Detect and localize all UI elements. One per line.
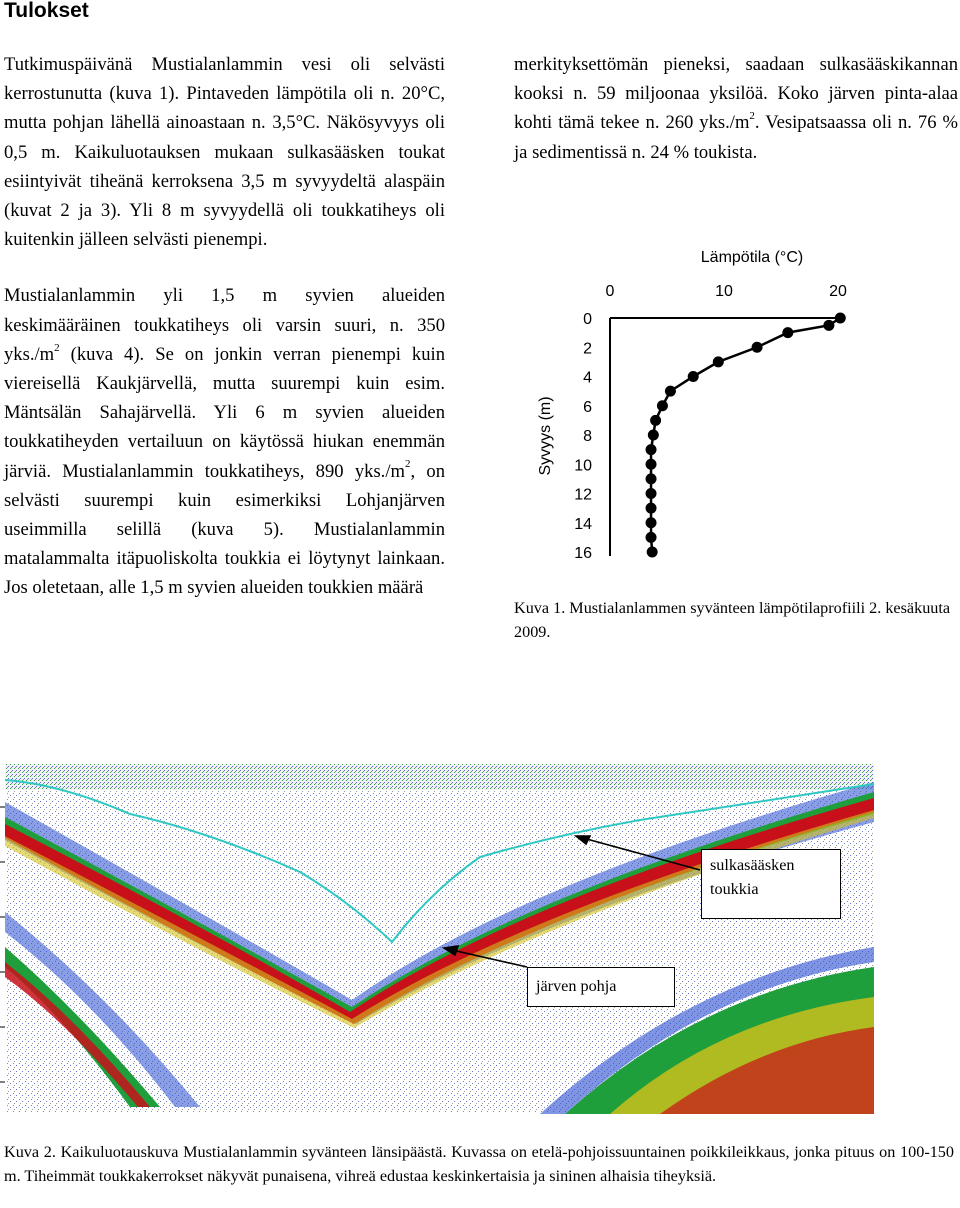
data-point xyxy=(646,488,657,499)
superscript-2: 2 xyxy=(749,110,755,123)
left-column xyxy=(4,50,445,603)
echogram-ticks xyxy=(0,807,5,1082)
y-tick-label: 14 xyxy=(574,515,592,533)
left-paragraph-1: Tutkimuspäivänä Mustialanlammin vesi oli selvästi kerrostunutta (kuva 1). Pintaveden lämpötila oli n. 20°C, mutta pohjan lähellä ainoastaan n. 3,5°C. Näkösyvyys oli 0,5 m. Kaikuluotauksen mukaan sulkasääsken toukat esiintyivät tiheänä kerroksena 3,5 m syvyydeltä alaspäin (kuvat 2 ja 3). Yli 8 m syvyydellä oli toukkatiheys oli kuitenkin jälleen selvästi pienempi. xyxy=(4,54,445,251)
callout-lake-bottom: järven pohja xyxy=(527,967,675,1007)
chart-series xyxy=(646,313,846,558)
data-point xyxy=(657,400,668,411)
callout-larvae: sulkasääsken toukkia xyxy=(701,849,841,919)
data-point xyxy=(665,386,676,397)
right-paragraph-part-b: . Vesipatsaassa oli n. 76 % ja sedimentissä n. 24 % toukista. xyxy=(514,112,958,163)
y-tick-label: 0 xyxy=(583,311,592,328)
data-point xyxy=(688,371,699,382)
data-point xyxy=(823,320,834,331)
data-point xyxy=(646,473,657,484)
left-paragraph-2-part-a: Mustialanlammin yli 1,5 m syvien alueiden keskimääräinen toukkatiheys oli varsin suuri, n. 350 yks./m xyxy=(4,285,445,365)
y-axis-label: Syvyys (m) xyxy=(537,396,554,476)
right-paragraph-1 xyxy=(514,50,958,167)
chart-title: Lämpötila (°C) xyxy=(700,249,804,266)
data-point xyxy=(646,503,657,514)
data-point xyxy=(647,547,658,558)
figure-1-caption: Kuva 1. Mustialanlammen syvänteen lämpötilaprofiili 2. kesäkuuta 2009. xyxy=(514,599,951,641)
series-line xyxy=(651,318,840,552)
data-point xyxy=(835,313,846,324)
left-paragraph-2 xyxy=(4,281,445,602)
data-point xyxy=(646,517,657,528)
y-tick-label: 8 xyxy=(583,428,592,445)
y-tick-label: 2 xyxy=(583,340,592,358)
data-point xyxy=(782,327,793,338)
chart-axes xyxy=(574,283,847,562)
x-tick-label: 20 xyxy=(829,283,847,300)
figure-2-caption: Kuva 2. Kaikuluotauskuva Mustialanlammin syvänteen länsipäästä. Kuvassa on etelä-pohjoissuuntainen poikkileikkaus, jonka pituus on 100-150 m. Tiheimmät toukkakerrokset näkyvät punaisena, vihreä edustaa keskinkertaisia ja sininen alhaisia tiheyksiä. xyxy=(4,1143,954,1185)
section-heading: Tulokset xyxy=(4,0,89,22)
left-paragraph-2-part-c: , on selvästi suurempi kuin esimerkiksi Lohjanjärven useimmilla selillä (kuva 5). Mustialanlammin matalammalta itäpuoliskolta toukkia ei löytynyt lainkaan. Jos oletetaan, alle 1,5 m syvien alueiden toukkien määrä xyxy=(4,460,445,599)
echosounder-svg xyxy=(0,762,876,1114)
y-tick-label: 4 xyxy=(583,369,592,387)
data-point xyxy=(713,356,724,367)
y-tick-label: 10 xyxy=(574,457,592,475)
right-paragraph-part-a: merkityksettömän pieneksi, saadaan sulkasääskikannan kooksi n. 59 miljoonaa yksilöä. Koko järven pinta-alaa kohti tämä tekee n. 260 yks./m xyxy=(514,54,958,134)
y-tick-label: 12 xyxy=(574,486,592,504)
y-tick-label: 16 xyxy=(574,545,592,562)
right-column xyxy=(514,50,958,167)
superscript-2: 2 xyxy=(404,458,411,471)
surface-band xyxy=(5,764,874,790)
left-paragraph-2-part-b: (kuva 4). Se on jonkin verran pienempi kuin viereisellä Kaukjärvellä, mutta suurempi kuin esim. Mäntsälän Sahajärvellä. Yli 6 m syvien alueiden toukkatiheyden vertailuun on käytössä hiukan enemmän järviä. Mustialanlammin toukkatiheys, 890 yks./m xyxy=(4,343,445,482)
superscript-2: 2 xyxy=(54,341,60,354)
echosounder-image xyxy=(0,762,876,1114)
data-point xyxy=(752,342,763,353)
y-tick-label: 6 xyxy=(583,398,592,416)
x-tick-label: 0 xyxy=(605,283,615,300)
data-point xyxy=(648,430,659,441)
temperature-profile-chart xyxy=(520,240,860,580)
data-point xyxy=(646,444,657,455)
data-point xyxy=(646,532,657,543)
x-tick-label: 10 xyxy=(715,283,733,300)
data-point xyxy=(646,459,657,470)
data-point xyxy=(650,415,661,426)
temperature-chart-svg xyxy=(520,240,860,580)
